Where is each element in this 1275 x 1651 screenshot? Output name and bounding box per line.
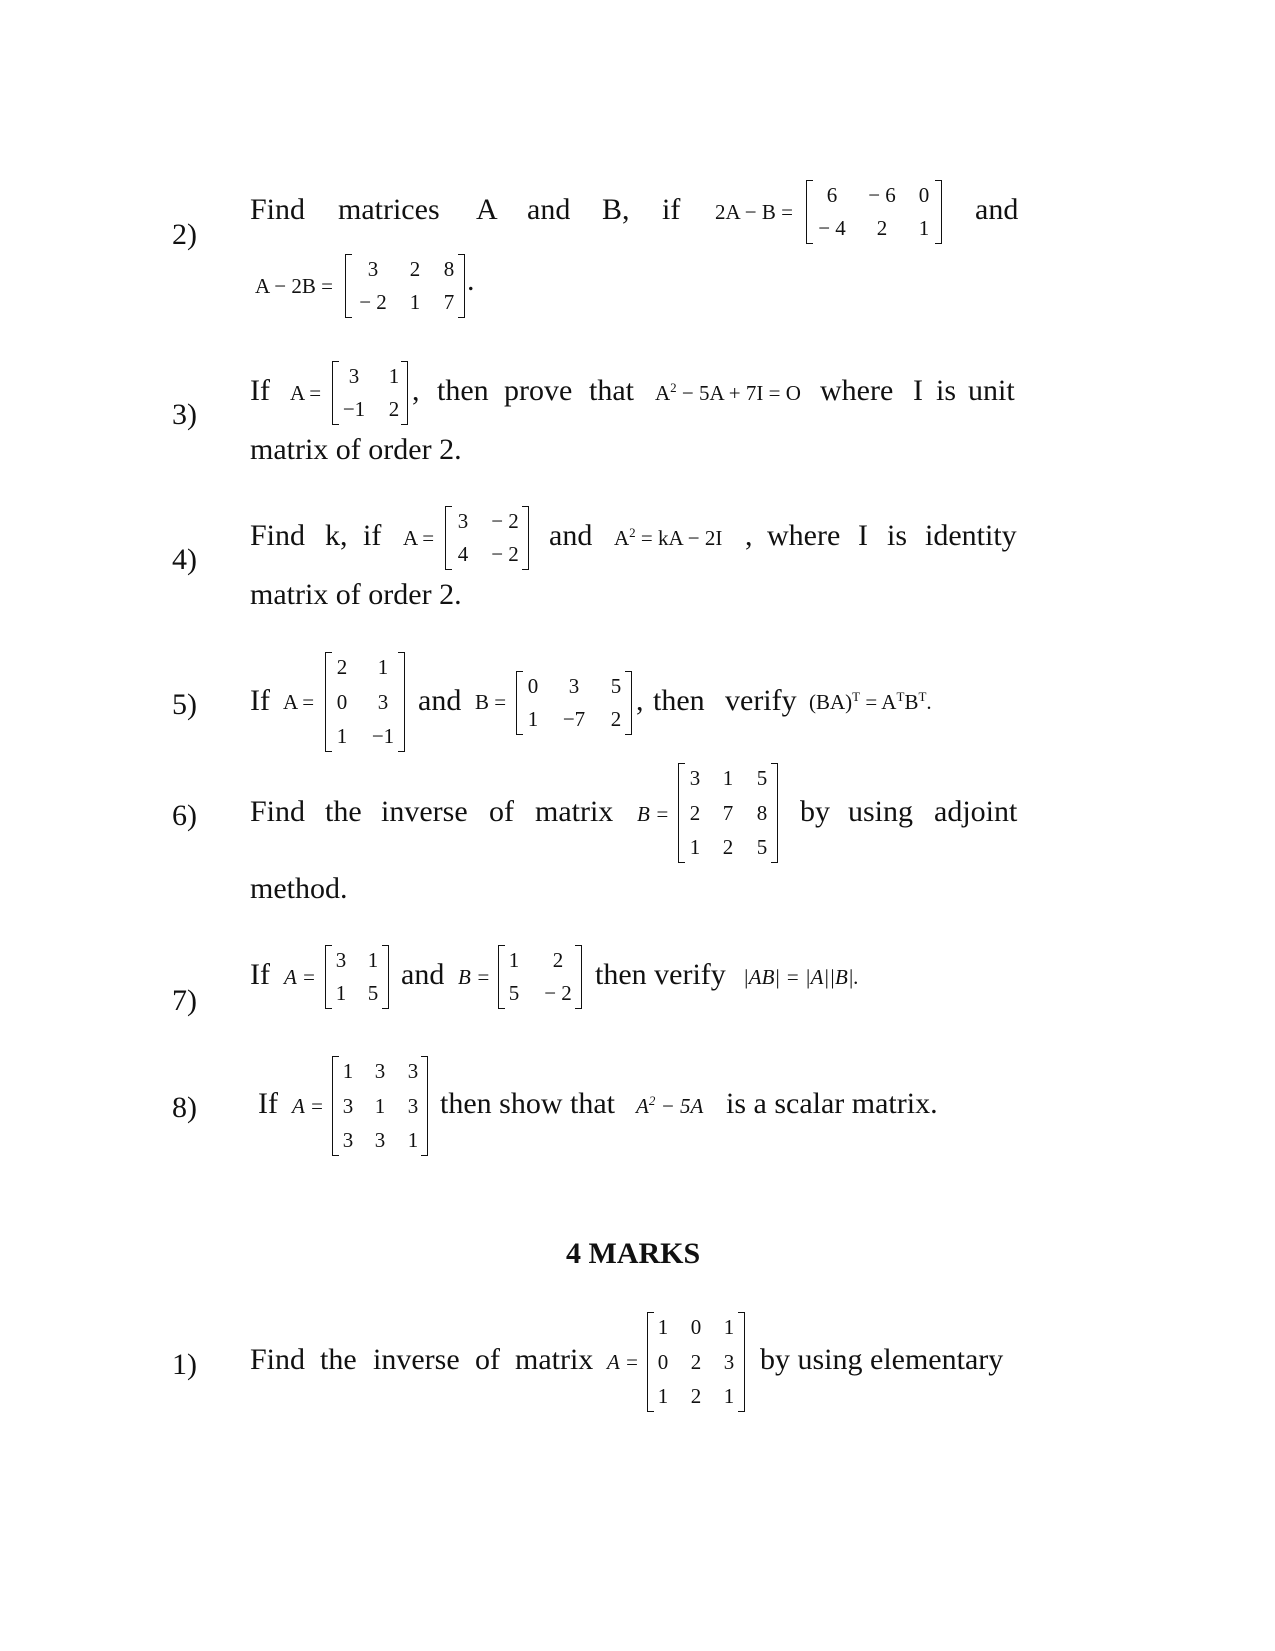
equation-lhs: B =	[475, 690, 507, 714]
matrix-cell: − 2	[491, 542, 519, 566]
matrix-cell: 1	[367, 948, 379, 972]
matrix-cell: 2	[876, 216, 888, 240]
word: matrix	[535, 795, 614, 828]
word: I	[913, 374, 923, 407]
matrix-cell: 0	[527, 674, 539, 698]
matrix-b	[516, 671, 632, 735]
matrix-cell: 5	[610, 674, 622, 698]
text-line: matrix of order 2.	[250, 433, 462, 466]
matrix-cell: 1	[657, 1384, 669, 1408]
word: and	[401, 958, 445, 991]
equation: $(BA)^T = A^TB^T$.	[809, 689, 932, 714]
text-line: method.	[250, 872, 348, 905]
matrix-cell: −7	[562, 707, 586, 731]
matrix-2a-minus-b	[806, 180, 942, 244]
matrix-cell: 8	[443, 257, 455, 281]
question-number: 6)	[172, 799, 197, 832]
matrix-cell: 1	[335, 981, 347, 1005]
matrix-cell: 1	[918, 216, 930, 240]
matrix-cell: 1	[377, 655, 389, 679]
equation-lhs: A =	[290, 381, 322, 405]
word: If	[250, 684, 270, 717]
comma: ,	[745, 519, 753, 552]
word: If	[250, 958, 270, 991]
text: then show that	[440, 1087, 615, 1120]
equation-lhs: A =	[607, 1350, 639, 1374]
matrix-cell: 1	[409, 290, 421, 314]
word: identity	[925, 519, 1017, 552]
word: then	[437, 374, 489, 407]
text: is a scalar matrix.	[726, 1087, 938, 1120]
word: B,	[602, 193, 630, 226]
word: of	[475, 1343, 500, 1376]
text: by using elementary	[760, 1343, 1004, 1376]
equation: $A^2 - 5A$	[636, 1093, 704, 1118]
section-heading: 4 MARKS	[566, 1237, 701, 1270]
matrix-cell: 3	[335, 948, 347, 972]
matrix-cell: − 2	[544, 981, 572, 1005]
matrix-cell: − 4	[818, 216, 846, 240]
matrix-cell: − 6	[868, 183, 896, 207]
equation-lhs: A =	[283, 690, 315, 714]
question-number: 7)	[172, 984, 197, 1017]
matrix-cell: 1	[508, 948, 520, 972]
period: .	[467, 264, 475, 297]
matrix-cell: 5	[508, 981, 520, 1005]
word: and	[418, 684, 462, 717]
word: is	[936, 374, 957, 407]
question-number: 4)	[172, 543, 197, 576]
matrix-cell: 1	[723, 1315, 735, 1339]
equation-lhs: B =	[458, 965, 491, 989]
matrix-cell: 3	[457, 509, 469, 533]
word: matrices	[338, 193, 440, 226]
matrix-cell: 5	[756, 835, 768, 859]
matrix-cell: 5	[756, 766, 768, 790]
matrix-cell: 1	[336, 724, 348, 748]
equation-lhs: A =	[284, 965, 316, 989]
word: where	[767, 519, 841, 552]
matrix-cell: 0	[336, 690, 348, 714]
word: and	[549, 519, 593, 552]
matrix-cell: −1	[342, 397, 366, 421]
matrix-cell: 4	[457, 542, 469, 566]
word: by	[800, 795, 830, 828]
matrix-cell: − 2	[491, 509, 519, 533]
matrix-cell: 1	[723, 1384, 735, 1408]
matrix-cell: 3	[407, 1059, 419, 1083]
matrix-a	[332, 1056, 428, 1156]
matrix-cell: 1	[689, 835, 701, 859]
question-number: 2)	[172, 218, 197, 251]
word: if	[363, 519, 382, 552]
matrix-cell: 1	[342, 1059, 354, 1083]
matrix-a	[332, 361, 408, 425]
matrix-cell: 1	[374, 1094, 386, 1118]
matrix-b	[498, 945, 582, 1009]
word: Find	[250, 795, 306, 828]
matrix-cell: 1	[722, 766, 734, 790]
matrix-cell: 7	[443, 290, 455, 314]
matrix-cell: 3	[689, 766, 701, 790]
word: If	[250, 374, 270, 407]
comma: ,	[636, 684, 644, 717]
matrix-cell: 8	[756, 801, 768, 825]
matrix-cell: 7	[722, 801, 734, 825]
matrix-cell: 2	[336, 655, 348, 679]
word: is	[887, 519, 908, 552]
matrix-cell: 0	[918, 183, 930, 207]
word: If	[258, 1087, 278, 1120]
matrix-cell: 2	[722, 835, 734, 859]
word: Find	[250, 519, 306, 552]
matrix-cell: 2	[552, 948, 564, 972]
word: prove	[504, 374, 573, 407]
word: adjoint	[934, 795, 1018, 828]
word: k,	[325, 519, 348, 552]
word: the	[320, 1343, 357, 1376]
word: where	[820, 374, 894, 407]
matrix-cell: 6	[826, 183, 838, 207]
question-number: 5)	[172, 688, 197, 721]
equation: |AB| = |A||B|.	[743, 965, 859, 989]
matrix-cell: 2	[689, 801, 701, 825]
word: and	[975, 193, 1019, 226]
matrix-cell: 0	[657, 1350, 669, 1374]
word: matrix	[515, 1343, 594, 1376]
matrix-cell: 1	[407, 1128, 419, 1152]
word: using	[848, 795, 914, 828]
matrix-a-minus-2b	[345, 254, 465, 318]
word: and	[527, 193, 571, 226]
word: inverse	[381, 795, 468, 828]
matrix-cell: 2	[690, 1384, 702, 1408]
matrix-cell: 1	[527, 707, 539, 731]
matrix-cell: 5	[367, 981, 379, 1005]
matrix-cell: 3	[723, 1350, 735, 1374]
word: verify	[725, 684, 797, 717]
equation-lhs: B =	[637, 802, 670, 826]
word: unit	[968, 374, 1015, 407]
equation-lhs: A =	[403, 526, 435, 550]
matrix-cell: 2	[388, 397, 400, 421]
matrix-cell: 2	[409, 257, 421, 281]
equation-lhs: A =	[292, 1094, 324, 1118]
matrix-cell: −1	[371, 724, 395, 748]
equation-lhs: 2A − B =	[715, 200, 793, 224]
matrix-cell: 3	[342, 1128, 354, 1152]
question-number: 8)	[172, 1091, 197, 1124]
matrix-cell: 3	[374, 1059, 386, 1083]
matrix-a	[445, 506, 529, 570]
equation: $A^2$ = kA − 2I	[614, 525, 723, 550]
question-number: 1)	[172, 1348, 197, 1381]
word: I	[858, 519, 868, 552]
word: if	[662, 193, 681, 226]
matrix-cell: 3	[407, 1094, 419, 1118]
word: the	[325, 795, 362, 828]
word: then	[653, 684, 705, 717]
equation-lhs: A − 2B =	[255, 274, 333, 298]
word: inverse	[373, 1343, 460, 1376]
matrix-cell: 3	[367, 257, 379, 281]
matrix-cell: − 2	[359, 290, 387, 314]
matrix-a	[647, 1312, 745, 1412]
matrix-cell: 3	[348, 364, 360, 388]
matrix-cell: 1	[388, 364, 400, 388]
matrix-a	[325, 945, 389, 1009]
matrix-cell: 3	[342, 1094, 354, 1118]
matrix-cell: 3	[374, 1128, 386, 1152]
comma: ,	[412, 374, 420, 407]
text-line: matrix of order 2.	[250, 578, 462, 611]
text: then verify	[595, 958, 726, 991]
word: Find	[250, 1343, 306, 1376]
equation: $A^2 - 5A + 7I = O$	[655, 380, 801, 405]
word: that	[589, 374, 634, 407]
matrix-cell: 2	[610, 707, 622, 731]
matrix-cell: 0	[690, 1315, 702, 1339]
matrix-cell: 1	[657, 1315, 669, 1339]
matrix-cell: 3	[377, 690, 389, 714]
matrix-a	[325, 652, 405, 752]
matrix-b	[678, 763, 778, 863]
matrix-cell: 3	[568, 674, 580, 698]
question-number: 3)	[172, 398, 197, 431]
word: of	[489, 795, 514, 828]
word: Find	[250, 193, 306, 226]
matrix-cell: 2	[690, 1350, 702, 1374]
word: A	[476, 193, 498, 226]
